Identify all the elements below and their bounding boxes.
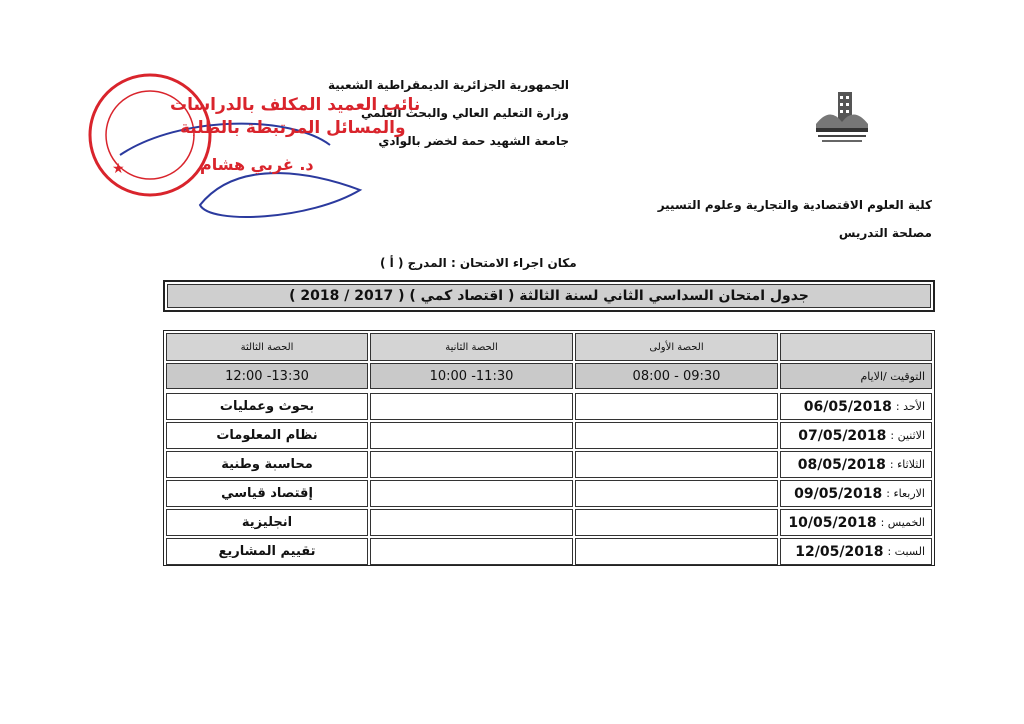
table-row-session-1 (575, 393, 778, 420)
exam-date: 09/05/2018 (794, 485, 883, 502)
signature-title-2: والمسائل المرتبطة بالطلبة (180, 118, 406, 138)
header-university: جامعة الشهيد حمة لخضر بالوادي (378, 134, 569, 148)
header-ministry: وزارة التعليم العالي والبحث العلمي (360, 106, 569, 120)
corner-label: التوقيت /الايام (780, 363, 932, 389)
table-row-session-2 (370, 509, 573, 536)
exam-date: 07/05/2018 (798, 427, 887, 444)
session-3-time: 12:00 -13:30 (166, 363, 368, 389)
exam-date: 08/05/2018 (797, 456, 886, 473)
signature-title-1: نائب العميد المكلف بالدراسات (170, 95, 421, 115)
table-row-day (780, 480, 932, 507)
exam-date: 06/05/2018 (803, 398, 892, 415)
official-stamp (60, 55, 380, 225)
table-row-subject: محاسبة وطنية (166, 451, 368, 478)
table-row-day (780, 509, 932, 536)
day-name: الثلاثاء : (889, 458, 925, 471)
schedule-title-box (163, 280, 935, 312)
university-logo (812, 88, 872, 148)
exam-date: 10/05/2018 (788, 514, 877, 531)
table-row-subject: انجليزية (166, 509, 368, 536)
exam-schedule-table (163, 330, 935, 566)
session-3-label: الحصة الثالثة (166, 333, 368, 361)
day-name: السبت : (887, 545, 925, 558)
session-1-label: الحصة الأولى (575, 333, 778, 361)
header-republic: الجمهورية الجزائرية الديمقراطية الشعبية (327, 78, 569, 92)
table-row-session-1 (575, 422, 778, 449)
table-row-subject: نظام المعلومات (166, 422, 368, 449)
table-row-subject: بحوث وعمليات (166, 393, 368, 420)
table-row-session-2 (370, 538, 573, 565)
department-name: مصلحة التدريس (838, 226, 932, 240)
table-row-day (780, 422, 932, 449)
table-row-day (780, 393, 932, 420)
session-2-label: الحصة الثانية (370, 333, 573, 361)
table-row-session-1 (575, 451, 778, 478)
table-row-session-2 (370, 393, 573, 420)
table-row-day (780, 451, 932, 478)
day-name: الاربعاء : (886, 487, 925, 500)
table-row-session-1 (575, 509, 778, 536)
table-row-session-2 (370, 451, 573, 478)
svg-text:★: ★ (112, 161, 125, 177)
schedule-title: جدول امتحان السداسي الثاني لسنة الثالثة ( اقتصاد كمي ) ( 2017 / 2018 ) (167, 284, 931, 308)
table-row-subject: إقتصاد قياسي (166, 480, 368, 507)
table-row-day (780, 538, 932, 565)
session-2-time: 10:00 -11:30 (370, 363, 573, 389)
table-row-session-2 (370, 422, 573, 449)
day-name: الخميس : (880, 516, 925, 529)
faculty-name: كلية العلوم الاقتصادية والتجارية وعلوم التسيير (657, 198, 932, 212)
signature-name: د. غربي هشام (200, 155, 314, 174)
day-name: الأحد : (895, 400, 925, 413)
table-row-session-2 (370, 480, 573, 507)
day-name: الاثنين : (890, 429, 925, 442)
exam-date: 12/05/2018 (795, 543, 884, 560)
table-row-session-1 (575, 538, 778, 565)
header-corner-top (780, 333, 932, 361)
session-1-time: 08:00 - 09:30 (575, 363, 778, 389)
exam-venue: مكان اجراء الامتحان : المدرج ( أ ) (380, 256, 577, 270)
table-row-subject: تقييم المشاريع (166, 538, 368, 565)
table-row-session-1 (575, 480, 778, 507)
